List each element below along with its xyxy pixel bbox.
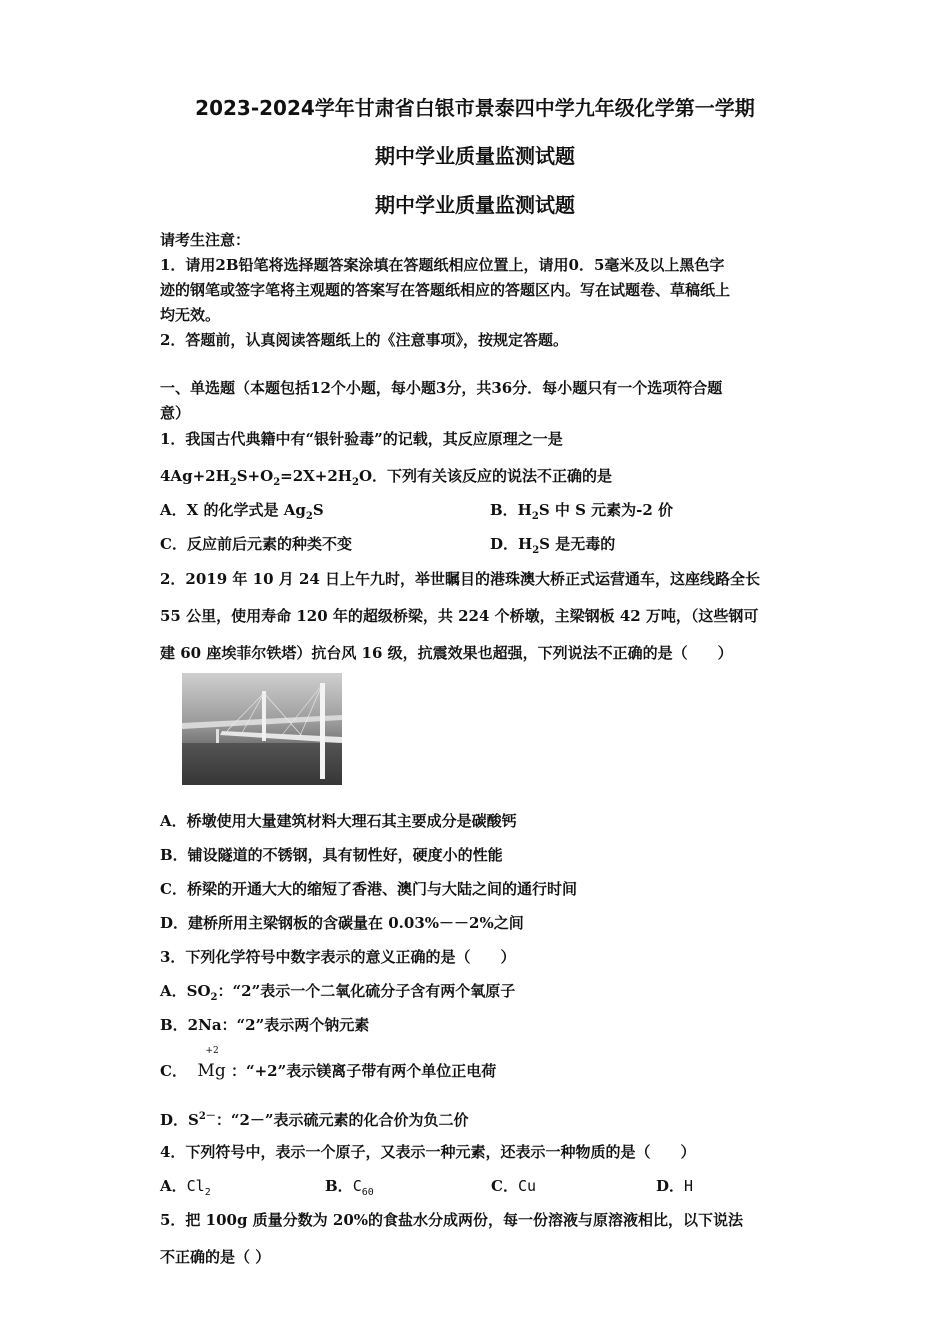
q1-stem: 1．我国古代典籍中有“银针验毒”的记载，其反应原理之一是	[160, 430, 563, 448]
q2-stem-line3: 建 60 座埃菲尔铁塔）抗台风 16 级，抗震效果也超强，下列说法不正确的是（ ）	[160, 644, 733, 662]
page-title-line3: 期中学业质量监测试题	[375, 193, 575, 217]
q1-option-a: A．X 的化学式是 $Ag_2S$	[160, 501, 324, 522]
q2-stem-line1: 2．2019 年 10 月 24 日上午九时，举世瞩目的港珠澳大桥正式运营通车，这座线路全长	[160, 570, 761, 588]
q2-option-d: D．建桥所用主梁钢板的含碳量在 0.03%－－2%之间	[160, 914, 524, 932]
q1-option-d: D．$H_2S$ 是无毒的	[490, 535, 616, 556]
notice-item2: 2．答题前，认真阅读答题纸上的《注意事项》，按规定答题。	[160, 331, 568, 349]
bridge-image	[182, 673, 342, 785]
q1-equation: $4Ag+2H_2S+O_2=2X+2H_2O$．下列有关该反应的说法不正确的是	[160, 467, 613, 488]
notice-item1-line1: 1．请用2B铅笔将选择题答案涂填在答题纸相应位置上，请用0．5毫米及以上黑色字	[160, 256, 725, 274]
bridge-photo	[182, 673, 342, 785]
q3-option-c: C． +2 Mg ：“+2”表示镁离子带有两个单位正电荷	[160, 1046, 497, 1081]
section1-heading-line1: 一、单选题（本题包括12个小题，每小题3分，共36分．每小题只有一个选项符合题	[160, 379, 723, 397]
notice-heading: 请考生注意：	[160, 231, 251, 249]
q4-option-b: B．$C_{60}$	[325, 1177, 374, 1198]
mg-symbol: +2 Mg	[197, 1046, 226, 1081]
q4-option-d: D．H	[656, 1177, 694, 1195]
q4-option-a: A．$Cl_2$	[160, 1177, 211, 1198]
q1-option-c: C．反应前后元素的种类不变	[160, 535, 352, 553]
q2-option-c: C．桥梁的开通大大的缩短了香港、澳门与大陆之间的通行时间	[160, 880, 577, 898]
notice-item1-line2: 迹的钢笔或签字笔将主观题的答案写在答题纸相应的答题区内。写在试题卷、草稿纸上	[160, 281, 731, 299]
section1-heading-line2: 意）	[160, 404, 191, 422]
q4-stem: 4．下列符号中，表示一个原子，又表示一种元素，还表示一种物质的是（ ）	[160, 1143, 696, 1161]
q5-stem-line1: 5．把 100g 质量分数为 20%的食盐水分成两份，每一份溶液与原溶液相比，以下说法	[160, 1211, 744, 1229]
notice-item1-line3: 均无效。	[160, 306, 221, 324]
q4-option-c: C．Cu	[491, 1177, 537, 1195]
q3-option-b: B．2Na：“2”表示两个钠元素	[160, 1016, 370, 1034]
q3-option-d: D．$S^{2-}$：“2－”表示硫元素的化合价为负二价	[160, 1111, 469, 1129]
q2-stem-line2: 55 公里，使用寿命 120 年的超级桥梁，共 224 个桥墩，主梁钢板 42 万吨，（这些钢可	[160, 607, 759, 625]
q2-option-b: B．铺设隧道的不锈钢，具有韧性好，硬度小的性能	[160, 846, 503, 864]
q2-option-a: A．桥墩使用大量建筑材料大理石其主要成分是碳酸钙	[160, 812, 517, 830]
q3-option-a: A．$SO_2$：“2”表示一个二氧化硫分子含有两个氧原子	[160, 982, 516, 1003]
q5-stem-line2: 不正确的是（ ）	[160, 1248, 271, 1266]
page-title-line2: 期中学业质量监测试题	[375, 144, 575, 168]
q3-stem: 3．下列化学符号中数字表示的意义正确的是（ ）	[160, 948, 516, 966]
page-title-line1: 2023-2024学年甘肃省白银市景泰四中学九年级化学第一学期	[195, 96, 755, 120]
q1-option-b: B．$H_2S$ 中 S 元素为-2 价	[490, 501, 674, 522]
